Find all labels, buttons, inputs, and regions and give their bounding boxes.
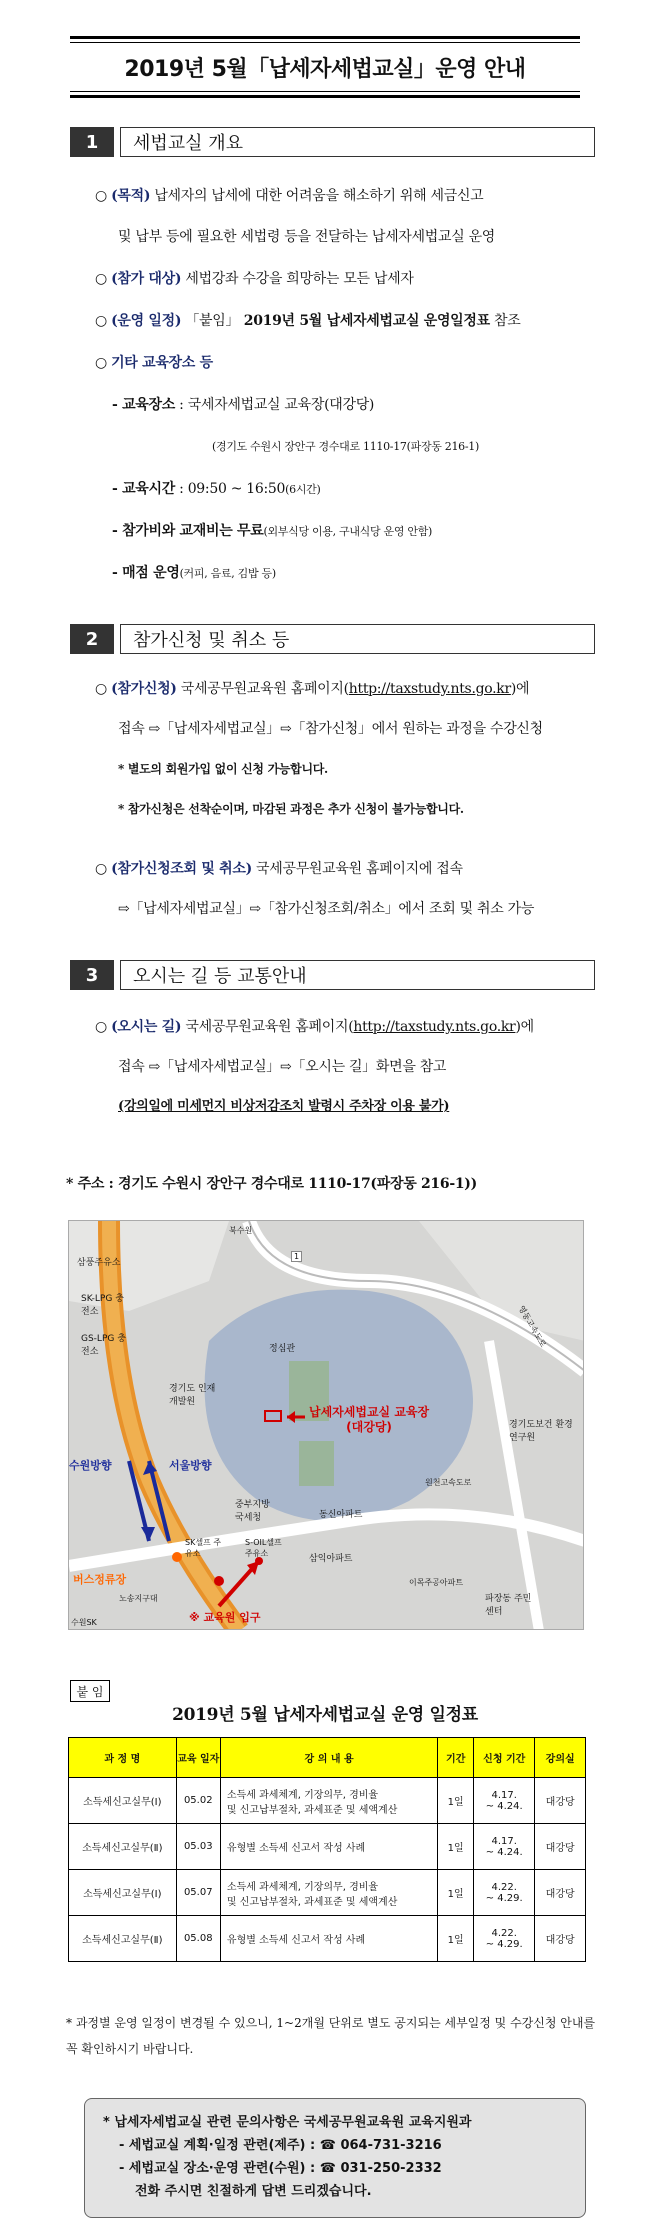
map-label-q: 노송지구대	[119, 1594, 158, 1603]
s1-other-label: 기타 교육장소 등	[111, 355, 213, 371]
s1-time-text: : 09:50 ~ 16:50	[174, 481, 286, 497]
s3-directions-line2: 접속 ⇨「납세자세법교실」⇨「오시는 길」화면을 참고	[118, 1059, 447, 1075]
schedule-title: 2019년 5월 납세자세법교실 운영 일정표	[172, 1705, 478, 1725]
cell-apply-start: 4.17.	[491, 1789, 517, 1801]
cell-content-line1: 유형별 소득세 신고서 작성 사례	[226, 1843, 366, 1854]
table-row	[69, 1778, 586, 1824]
title-rule-bottom	[70, 91, 580, 92]
s2-cancel-line2: ⇨「납세자세법교실」⇨「참가신청조회/취소」에서 조회 및 취소 가능	[118, 901, 535, 917]
cell-period: 1일	[438, 1824, 474, 1870]
col-header-apply: 신청 기간	[474, 1738, 535, 1778]
col-header-date: 교육 일자	[176, 1738, 220, 1778]
cell-apply-start: 4.22.	[491, 1881, 517, 1893]
s2-cancel-label: (참가신청조회 및 취소)	[111, 861, 252, 877]
section-2-header	[70, 624, 595, 654]
attachment-label: 붙 임	[70, 1680, 110, 1702]
cell-period: 1일	[438, 1870, 474, 1916]
s1-purpose-line1: ○ (목적) 납세자의 납세에 대한 어려움을 해소하기 위해 세금신고	[95, 188, 484, 204]
cell-apply	[474, 1916, 535, 1962]
cell-content	[220, 1824, 437, 1870]
s1-purpose-text: 납세자의 납세에 대한 어려움을 해소하기 위해 세금신고	[150, 188, 484, 204]
map-label-w: 이목주공아파트	[409, 1578, 464, 1587]
map-label-p: ※ 교육원 입구	[189, 1611, 261, 1624]
cell-content	[220, 1916, 437, 1962]
map-label-g: 중부지방 국세청	[235, 1500, 270, 1523]
cell-course: 소득세신고실무(Ⅱ)	[69, 1824, 177, 1870]
contact-info-box	[84, 2098, 586, 2218]
s1-fee-small: (외부식당 이용, 구내식당 운영 안함)	[263, 525, 433, 538]
s1-other: ○ 기타 교육장소 등	[95, 355, 213, 371]
map-label-n: SK셀프 주유소	[185, 1538, 222, 1558]
s3-directions-line3: (강의일에 미세먼지 비상저감조치 발령시 주차장 이용 불가)	[118, 1099, 450, 1114]
s1-time-label: - 교육시간	[112, 481, 175, 497]
s3-directions-end: )에	[515, 1019, 534, 1035]
cell-apply-end: ~ 4.24.	[485, 1846, 523, 1858]
title-rule-top	[70, 42, 580, 43]
s1-target-label: (참가 대상)	[111, 271, 182, 287]
s1-schedule: ○ (운영 일정) 「붙임」 2019년 5월 납세자세법교실 운영일정표 참조	[95, 313, 521, 329]
map-label-r: 북수원	[229, 1226, 253, 1235]
map-label-l: 서울방향	[169, 1459, 212, 1472]
s1-fee	[112, 522, 432, 541]
table-row	[69, 1916, 586, 1962]
cell-apply-end: ~ 4.29.	[485, 1938, 523, 1950]
cell-date: 05.03	[176, 1824, 220, 1870]
bus-stop-dot	[172, 1552, 182, 1562]
cell-room: 대강당	[535, 1824, 586, 1870]
s2-apply-line1: ○ (참가신청) 국세공무원교육원 홈페이지(http://taxstudy.nts.go.kr)에	[95, 681, 530, 697]
s3-directions-link[interactable]: http://taxstudy.nts.go.kr	[353, 1019, 516, 1035]
map-label-v: 원천고속도로	[425, 1478, 472, 1487]
contact-line1: * 납세자세법교실 관련 문의사항은 국세공무원교육원 교육지원과	[103, 2115, 472, 2130]
s1-target-text: 세법강좌 수강을 희망하는 모든 납세자	[181, 271, 414, 287]
schedule-table	[68, 1737, 586, 1962]
cell-content-line2: 및 신고납부절차, 과세표준 및 세액계산	[226, 1896, 398, 1908]
cell-period: 1일	[438, 1778, 474, 1824]
col-header-room: 강의실	[535, 1738, 586, 1778]
s1-place-label: - 교육장소	[112, 397, 175, 413]
document-title: 2019년 5월「납세자세법교실」운영 안내	[124, 56, 526, 82]
map-callout-line2: (대강당)	[346, 1420, 392, 1434]
map-label-j: 파장동 주민센터	[485, 1594, 532, 1617]
cell-content-line1: 유형별 소득세 신고서 작성 사례	[226, 1935, 366, 1946]
s1-store-text: - 매점 운영	[112, 565, 180, 581]
s2-note1: * 별도의 회원가입 없이 신청 가능합니다.	[118, 762, 328, 776]
s2-cancel-line1: ○ (참가신청조회 및 취소) 국세공무원교육원 홈페이지에 접속	[95, 861, 463, 877]
map-callout	[309, 1405, 429, 1435]
s1-fee-text: - 참가비와 교재비는 무료	[112, 523, 264, 539]
section-3-header	[70, 960, 595, 990]
s1-store	[112, 564, 276, 583]
section-1-title: 세법교실 개요	[120, 127, 595, 157]
contact-line4: 전화 주시면 친절하게 답변 드리겠습니다.	[135, 2184, 372, 2199]
s1-schedule-b: 2019년 5월 납세자세법교실 운영일정표	[239, 313, 490, 329]
s1-schedule-label: (운영 일정)	[111, 313, 182, 329]
document-title-box	[70, 36, 580, 98]
s3-directions-text: 국세공무원교육원 홈페이지(	[181, 1019, 354, 1035]
s2-apply-text: 국세공무원교육원 홈페이지(	[176, 681, 349, 697]
cell-content-line1: 소득세 과세체계, 기장의무, 경비율	[226, 1789, 379, 1801]
cell-course: 소득세신고실무(Ⅰ)	[69, 1870, 177, 1916]
col-header-course: 과 정 명	[69, 1738, 177, 1778]
cell-course: 소득세신고실무(Ⅱ)	[69, 1916, 177, 1962]
map-label-t: 영동고속도로	[516, 1304, 548, 1349]
section-2-number: 2	[70, 624, 114, 654]
cell-apply-end: ~ 4.24.	[485, 1800, 523, 1812]
s3-directions-label: (오시는 길)	[111, 1019, 182, 1035]
s1-schedule-c: 참조	[489, 313, 521, 329]
cell-period: 1일	[438, 1916, 474, 1962]
col-header-content: 강 의 내 용	[220, 1738, 437, 1778]
cell-content	[220, 1870, 437, 1916]
cell-apply-end: ~ 4.29.	[485, 1892, 523, 1904]
s1-place	[112, 396, 374, 414]
map-label-b: SK-LPG 충전소	[81, 1294, 124, 1317]
cell-apply	[474, 1778, 535, 1824]
map-label-c: GS-LPG 충전소	[81, 1334, 126, 1357]
cell-apply-start: 4.22.	[491, 1927, 517, 1939]
s1-target: ○ (참가 대상) 세법강좌 수강을 희망하는 모든 납세자	[95, 271, 414, 287]
map-label-i: 삼익아파트	[309, 1554, 353, 1564]
section-3-number: 3	[70, 960, 114, 990]
map-label-e: 경기도 인재개발원	[169, 1384, 216, 1407]
cell-room: 대강당	[535, 1870, 586, 1916]
s1-schedule-a: 「붙임」	[185, 313, 240, 329]
s2-apply-link[interactable]: http://taxstudy.nts.go.kr	[348, 681, 511, 697]
map-label-m: 버스정류장	[73, 1573, 127, 1586]
cell-content-line2: 및 신고납부절차, 과세표준 및 세액계산	[226, 1804, 398, 1816]
s1-time-small: (6시간)	[285, 483, 321, 496]
map-label-k: 수원방향	[69, 1459, 112, 1472]
cell-date: 05.07	[176, 1870, 220, 1916]
s1-address: (경기도 수원시 장안구 경수대로 1110-17(파장동 216-1)	[212, 440, 479, 453]
cell-apply-start: 4.17.	[491, 1835, 517, 1847]
cell-date: 05.02	[176, 1778, 220, 1824]
cell-apply	[474, 1824, 535, 1870]
cell-content-line1: 소득세 과세체계, 기장의무, 경비율	[226, 1881, 379, 1893]
map-callout-line1: 납세자세법교실 교육장	[309, 1405, 430, 1419]
section-1-header	[70, 127, 595, 157]
table-row	[69, 1824, 586, 1870]
s1-purpose-line2: 및 납부 등에 필요한 세법령 등을 전달하는 납세자세법교실 운영	[118, 229, 496, 245]
map-label-a: 삼풍주유소	[77, 1258, 121, 1268]
section-2-title: 참가신청 및 취소 등	[120, 624, 595, 654]
s3-directions-line1: ○ (오시는 길) 국세공무원교육원 홈페이지(http://taxstudy.nts.go.kr)에	[95, 1019, 534, 1035]
s1-time	[112, 480, 320, 499]
cell-room: 대강당	[535, 1778, 586, 1824]
s2-apply-label: (참가신청)	[111, 681, 177, 697]
cell-course: 소득세신고실무(Ⅰ)	[69, 1778, 177, 1824]
s2-apply-end: )에	[510, 681, 530, 697]
col-header-period: 기간	[438, 1738, 474, 1778]
map-label-o: S-OIL셀프 주유소	[245, 1538, 282, 1558]
map-label-d: 정심관	[269, 1344, 296, 1354]
section-1-number: 1	[70, 127, 114, 157]
schedule-header-row	[69, 1738, 586, 1778]
contact-line3: - 세법교실 장소·운영 관련(수원) : ☎ 031-250-2332	[119, 2161, 442, 2176]
cell-date: 05.08	[176, 1916, 220, 1962]
s1-place-text: : 국세자세법교실 교육장(대강당)	[174, 397, 375, 413]
cell-apply	[474, 1870, 535, 1916]
map-label-s: 1	[291, 1251, 302, 1262]
s2-note2: * 참가신청은 선착순이며, 마감된 과정은 추가 신청이 불가능합니다.	[118, 802, 464, 816]
section-3-title: 오시는 길 등 교통안내	[120, 960, 595, 990]
s1-store-small: (커피, 음료, 김밥 등)	[179, 567, 276, 580]
s2-apply-line2: 접속 ⇨「납세자세법교실」⇨「참가신청」에서 원하는 과정을 수강신청	[118, 721, 543, 737]
map-label-f: 경기도보건 환경연구원	[509, 1420, 573, 1443]
map-label-h: 동신아파트	[319, 1510, 363, 1520]
s3-address: * 주소 : 경기도 수원시 장안구 경수대로 1110-17(파장동 216-1))	[66, 1176, 477, 1192]
s1-purpose-label: (목적)	[111, 188, 151, 204]
location-map	[68, 1220, 584, 1630]
table-row	[69, 1870, 586, 1916]
contact-line2: - 세법교실 계획·일정 관련(제주) : ☎ 064-731-3216	[119, 2138, 442, 2153]
cell-room: 대강당	[535, 1916, 586, 1962]
schedule-footnote: * 과정별 운영 일정이 변경될 수 있으니, 1~2개월 단위로 별도 공지되는 세부일정 및 수강신청 안내를 꼭 확인하시기 바랍니다.	[66, 2016, 596, 2056]
s2-cancel-text: 국세공무원교육원 홈페이지에 접속	[251, 861, 463, 877]
map-label-u: 수원SK	[71, 1618, 97, 1627]
cell-content	[220, 1778, 437, 1824]
